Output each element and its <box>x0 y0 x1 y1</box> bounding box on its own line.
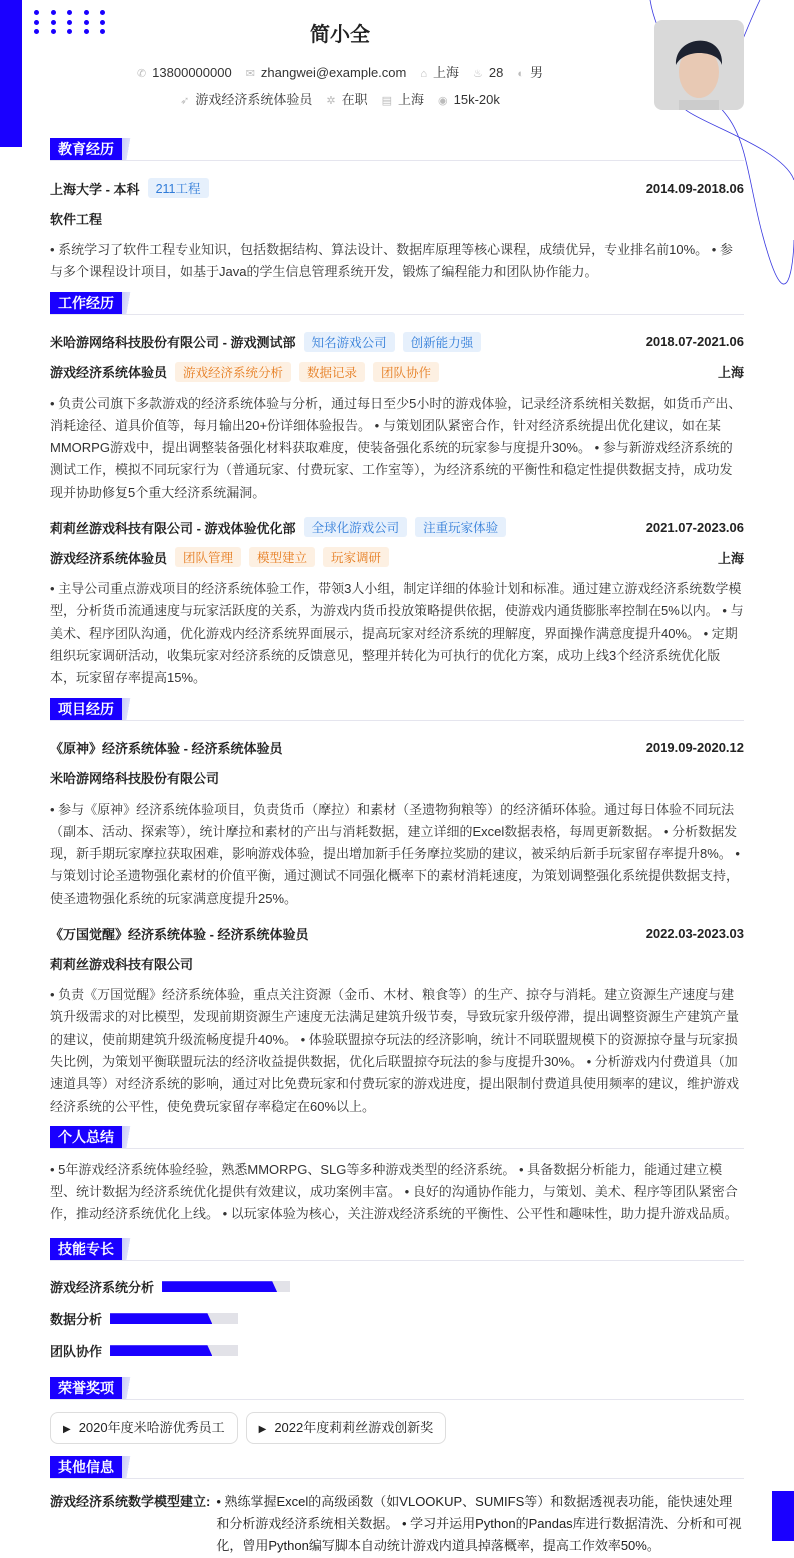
project-name: 《原神》经济系统体验 - 经济系统体验员 <box>50 741 283 757</box>
award-item: ▶ 2022年度莉莉丝游戏创新奖 <box>246 1412 447 1444</box>
triangle-right-icon: ▶ <box>63 1423 71 1435</box>
gender-icon: ◐ <box>517 68 525 80</box>
skill-tag: 模型建立 <box>249 547 315 567</box>
skill-tag: 团队管理 <box>175 547 241 567</box>
skill-bar-fill <box>110 1313 212 1324</box>
job-info-row <box>0 89 680 108</box>
work-city: 上海 <box>717 365 744 381</box>
work-item <box>50 327 744 504</box>
phone-icon: ✆ <box>136 68 147 80</box>
info-item: ✆ 13800000000 <box>136 65 232 80</box>
company-tag: 全球化游戏公司 <box>304 517 408 537</box>
info-item: ➶ 游戏经济系统体验员 <box>180 92 313 107</box>
education-desc: • 系统学习了软件工程专业知识，包括数据结构、算法设计、数据库原理等核心课程，成绩优异，专业排名前10%。 • 参与多个课程设计项目，如基于Java的学生信息管理系统开发，锻炼了编程能力和团队协作能力。 <box>50 242 733 280</box>
skill-bar <box>110 1313 238 1324</box>
skill-name: 游戏经济系统分析 <box>50 1280 155 1296</box>
skill-tag: 玩家调研 <box>323 547 389 567</box>
work-item <box>50 512 744 689</box>
work-city: 上海 <box>717 550 744 566</box>
skill-item <box>50 1271 403 1303</box>
company-tag: 创新能力强 <box>403 332 482 352</box>
skill-tag: 团队协作 <box>373 362 439 382</box>
resume-body <box>50 138 744 1558</box>
work-date: 2018.07-2021.06 <box>645 334 744 350</box>
skill-name: 数据分析 <box>50 1312 103 1328</box>
skill-bar <box>162 1281 290 1292</box>
project-item <box>50 918 744 1118</box>
school-tag: 211工程 <box>148 178 209 198</box>
skill-bar <box>110 1345 238 1356</box>
candidate-name: 简小全 <box>310 24 370 46</box>
role: 游戏经济系统体验员 <box>50 365 168 381</box>
project-item <box>50 733 744 910</box>
building-icon: ▤ <box>381 95 392 107</box>
section-header: 工作经历 <box>50 292 744 315</box>
contact-info-row <box>0 62 680 81</box>
section-header: 教育经历 <box>50 138 744 161</box>
skill-item <box>50 1335 403 1367</box>
triangle-right-icon: ▶ <box>258 1423 267 1435</box>
major: 软件工程 <box>50 211 103 227</box>
skill-name: 团队协作 <box>50 1344 103 1360</box>
avatar-photo <box>654 20 744 110</box>
skills-section <box>50 1238 744 1367</box>
other-value: • 熟练掌握Excel的高级函数（如VLOOKUP、SUMIFS等）和数据透视表功能，能快速处理和分析游戏经济系统相关数据。 • 学习并运用Python的Pandas库进行数据清洗、分析和可视化，曾用Python编写脚本自动统计游戏内道具掉落概率，提高工作效率50%。 <box>216 1493 742 1554</box>
education-section <box>50 138 744 284</box>
company: 莉莉丝游戏科技有限公司 - 游戏体验优化部 <box>50 520 296 536</box>
project-company: 米哈游网络科技股份有限公司 <box>50 771 220 787</box>
section-header: 技能专长 <box>50 1238 744 1261</box>
project-desc: • 参与《原神》经济系统体验项目，负责货币（摩拉）和素材（圣遗物狗粮等）的经济循环体验。通过每日体验不同玩法（副本、活动、探索等），统计摩拉和素材的产出与消耗数据，建立详细的Excel数据表格，每周更新数据。 • 分析数据发现，新手期玩家摩拉获取困难，影响游戏体验，提出增加新手任务摩拉奖励的建议，被采纳后新手玩家留存率提升8%。 • 与策划讨论圣遗物强化素材的价值平衡，通过测试不同强化概率下的素材消耗速度，为策划调整强化系统提供数据支持，使圣遗物强化系统的玩家满意度提升25%。 <box>50 801 740 906</box>
project-date: 2019.09-2020.12 <box>645 740 744 756</box>
company-tag: 知名游戏公司 <box>304 332 395 352</box>
info-item: ♨ 28 <box>473 65 504 80</box>
skill-tag: 数据记录 <box>299 362 365 382</box>
skill-item <box>50 1303 403 1335</box>
project-company: 莉莉丝游戏科技有限公司 <box>50 956 194 972</box>
summary-desc: • 5年游戏经济系统体验经验，熟悉MMORPG、SLG等多种游戏类型的经济系统。 • 具备数据分析能力，能通过建立模型、统计数据为经济系统优化提供有效建议，成功案例丰富。 • 良好的沟通协作能力，与策划、美术、程序等团队紧密合作，推动经济系统优化上线。 • 以玩家体验为核心，关注游戏经济系统的平衡性、公平性和趣味性，助力提升游戏品质。 <box>50 1161 738 1222</box>
projects-section <box>50 698 744 1118</box>
mail-icon: ✉ <box>245 68 255 80</box>
project-name: 《万国觉醒》经济系统体验 - 经济系统体验员 <box>50 926 309 942</box>
work-desc: • 负责公司旗下多款游戏的经济系统体验与分析，通过每日至少5小时的游戏体验，记录经济系统相关数据，如货币产出、消耗途径、道具价值等，每月输出20+份详细体验报告。 • 与策划团队紧密合作，针对经济系统提出优化建议，如在某MMORPG游戏中，提出调整装备强化材料获取难度，使装备强化系统的玩家参与度提升30%。 • 参与新游戏经济系统的测试工作，模拟不同玩家行为（普通玩家、付费玩家、工作室等），为经济系统的平衡性和稳定性提供数据支持，成功发现并协助修复5个重大经济系统漏洞。 <box>50 395 742 500</box>
school-name: 上海大学 - 本科 <box>50 181 140 197</box>
other-key: 游戏经济系统数学模型建立: <box>50 1493 211 1509</box>
other-section <box>50 1456 744 1558</box>
section-header: 荣誉奖项 <box>50 1377 744 1400</box>
award-item: ▶ 2020年度米哈游优秀员工 <box>50 1412 238 1444</box>
awards-section <box>50 1377 744 1444</box>
info-item: ✉ zhangwei@example.com <box>245 65 407 80</box>
skill-bar-fill <box>162 1281 277 1292</box>
company: 米哈游网络科技股份有限公司 - 游戏测试部 <box>50 335 296 351</box>
status-icon: ✲ <box>326 95 336 107</box>
info-item: ✲ 在职 <box>326 92 368 107</box>
salary-icon: ◉ <box>438 95 448 107</box>
info-item: ◐ 男 <box>517 65 544 80</box>
info-item: ⌂ 上海 <box>420 65 460 80</box>
section-header: 项目经历 <box>50 698 744 721</box>
decor-right-bar <box>772 1491 794 1541</box>
project-date: 2022.03-2023.03 <box>645 925 744 941</box>
section-header: 其他信息 <box>50 1456 744 1479</box>
skill-tag: 游戏经济系统分析 <box>175 362 291 382</box>
send-icon: ➶ <box>180 95 190 107</box>
role: 游戏经济系统体验员 <box>50 550 168 566</box>
work-date: 2021.07-2023.06 <box>645 519 744 535</box>
home-icon: ⌂ <box>420 68 428 80</box>
project-desc: • 负责《万国觉醒》经济系统体验，重点关注资源（金币、木材、粮食等）的生产、掠夺与消耗。建立资源生产速度与建筑升级需求的对比模型，发现前期资源生产速度无法满足建筑升级节奏，导致玩家升级停滞，提出调整资源生产建筑产量的建议，使前期建筑升级流畅度提升40%。 • 体验联盟掠夺玩法的经济影响，统计不同联盟规模下的资源掠夺量与玩家损失比例，为策划平衡联盟玩法的经济收益提供数据，优化后联盟掠夺玩法的参与度提升30%。 • 分析游戏内付费道具（加速道具等）对经济系统的影响，通过对比免费玩家和付费玩家的游戏进度，提出限制付费道具使用频率的建议，维护游戏经济系统的公平性，使免费玩家留存率稳定在60%以上。 <box>50 987 740 1114</box>
info-item: ◉ 15k-20k <box>438 92 500 107</box>
education-date: 2014.09-2018.06 <box>645 180 744 196</box>
section-header: 个人总结 <box>50 1126 744 1149</box>
summary-section <box>50 1126 744 1226</box>
work-desc: • 主导公司重点游戏项目的经济系统体验工作，带领3人小组，制定详细的体验计划和标准。通过建立游戏经济系统数学模型，分析货币流通速度与玩家活跃度的关系，为游戏内货币投放策略提供依据，使游戏内通货膨胀率控制在5%以内。 • 与美术、程序团队沟通，优化游戏内经济系统界面展示，提高玩家对经济系统的理解度，界面操作满意度提升40%。 • 定期组织玩家调研活动，收集玩家对经济系统的反馈意见，整理并转化为可执行的优化方案，成功上线3个经济系统优化版本，玩家留存率提高15%。 <box>50 581 744 686</box>
cake-icon: ♨ <box>473 68 483 80</box>
company-tag: 注重玩家体验 <box>415 517 506 537</box>
skill-bar-fill <box>110 1345 212 1356</box>
info-item: ▤ 上海 <box>381 92 425 107</box>
work-section <box>50 292 744 690</box>
